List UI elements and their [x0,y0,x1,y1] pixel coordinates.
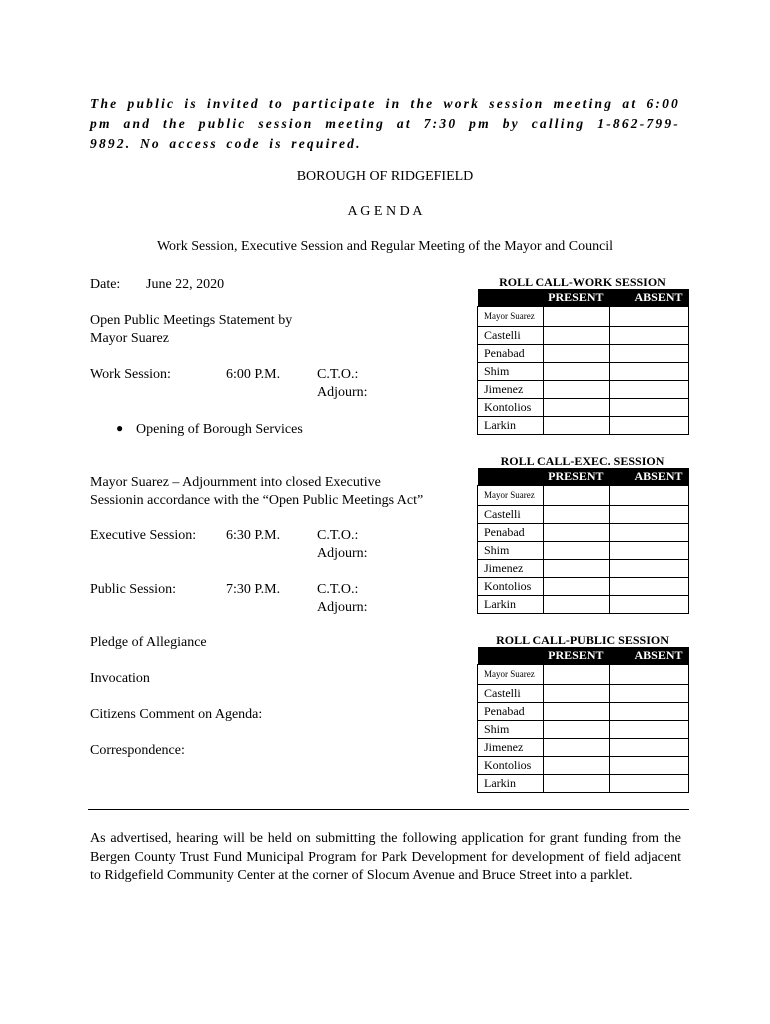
member-name: Penabad [478,703,544,721]
public-session-cto: C.T.O.: [317,582,359,597]
table-row [478,775,689,793]
table-row [478,381,689,399]
public-session-time: 7:30 P.M. [226,582,281,597]
present-cell [544,560,610,578]
work-session-cto: C.T.O.: [317,367,359,382]
absent-cell [610,739,689,757]
public-session-adjourn: Adjourn: [317,600,368,615]
table-row [478,560,689,578]
absent-cell [610,486,689,506]
roll-call-table [477,468,689,614]
table-row [478,486,689,506]
absent-cell [610,363,689,381]
exec-session-cto: C.T.O.: [317,528,359,543]
work-session-adjourn: Adjourn: [317,385,368,400]
access-notice: The public is invited to participate in the work session meeting at 6:00 pm and the public session meeting at 7:30 pm by calling 1-862-799-9892. No access code is required. [90,96,680,151]
date-value: June 22, 2020 [146,277,225,292]
absent-cell [610,307,689,327]
table-row [478,665,689,685]
divider [88,809,689,810]
roll-call-table [477,647,689,793]
present-cell [544,685,610,703]
present-header: PRESENT [544,647,610,665]
absent-cell [610,524,689,542]
absent-cell [610,345,689,363]
pledge-item: Pledge of Allegiance [90,635,207,650]
table-row [478,363,689,381]
roll-call-table [477,289,689,435]
public-session-label: Public Session: [90,582,176,597]
citizens-comment-item: Citizens Comment on Agenda: [90,707,263,722]
present-cell [544,578,610,596]
agenda-title: A G E N D A [347,204,423,219]
absent-cell [610,775,689,793]
bullet-item: Opening of Borough Services [136,422,303,437]
member-name: Castelli [478,506,544,524]
adjournment-line2: Sessionin accordance with the “Open Public Meetings Act” [90,493,424,508]
exec-session-time: 6:30 P.M. [226,528,281,543]
absent-cell [610,685,689,703]
member-name: Kontolios [478,757,544,775]
bullet-icon: ● [116,421,124,435]
present-cell [544,327,610,345]
member-name: Castelli [478,685,544,703]
roll-call-work [477,275,688,435]
absent-cell [610,596,689,614]
table-row [478,524,689,542]
roll-call-public [477,633,688,793]
absent-cell [610,560,689,578]
table-row [478,327,689,345]
present-cell [544,506,610,524]
present-cell [544,739,610,757]
absent-cell [610,381,689,399]
member-name: Jimenez [478,560,544,578]
absent-header: ABSENT [610,468,689,486]
member-name: Larkin [478,417,544,435]
meeting-subtitle: Work Session, Executive Session and Regular Meeting of the Mayor and Council [156,239,614,254]
table-row [478,345,689,363]
present-cell [544,721,610,739]
present-cell [544,757,610,775]
adjournment-line1: Mayor Suarez – Adjournment into closed Executive [90,475,381,490]
absent-cell [610,665,689,685]
present-cell [544,381,610,399]
member-name: Kontolios [478,578,544,596]
member-name: Shim [478,363,544,381]
exec-session-label: Executive Session: [90,528,197,543]
table-row [478,757,689,775]
opma-statement-line1: Open Public Meetings Statement by [90,313,293,328]
member-name: Shim [478,542,544,560]
table-row [478,578,689,596]
present-cell [544,524,610,542]
present-cell [544,665,610,685]
table-row [478,542,689,560]
absent-cell [610,417,689,435]
present-cell [544,542,610,560]
member-name: Penabad [478,345,544,363]
absent-cell [610,506,689,524]
member-name: Shim [478,721,544,739]
member-name: Larkin [478,775,544,793]
table-row [478,307,689,327]
absent-header: ABSENT [610,289,689,307]
table-row [478,739,689,757]
absent-cell [610,721,689,739]
present-cell [544,417,610,435]
member-name: Larkin [478,596,544,614]
date-label: Date: [90,277,121,292]
opma-statement-line2: Mayor Suarez [90,331,169,346]
present-header: PRESENT [544,289,610,307]
absent-cell [610,327,689,345]
roll-call-exec [477,454,688,614]
present-cell [544,703,610,721]
table-row [478,399,689,417]
member-name: Mayor Suarez [478,665,544,685]
exec-session-adjourn: Adjourn: [317,546,368,561]
table-row [478,703,689,721]
present-cell [544,363,610,381]
present-cell [544,307,610,327]
invocation-item: Invocation [90,671,150,686]
absent-cell [610,399,689,417]
roll-call-title: ROLL CALL-EXEC. SESSION [500,454,665,468]
member-name: Jimenez [478,381,544,399]
present-cell [544,596,610,614]
work-session-label: Work Session: [90,367,171,382]
member-name: Castelli [478,327,544,345]
table-row [478,506,689,524]
absent-cell [610,542,689,560]
absent-cell [610,757,689,775]
member-name: Mayor Suarez [478,486,544,506]
member-name: Kontolios [478,399,544,417]
absent-cell [610,578,689,596]
member-name: Penabad [478,524,544,542]
roll-call-title: ROLL CALL-PUBLIC SESSION [496,633,669,647]
absent-cell [610,703,689,721]
present-cell [544,399,610,417]
work-session-time: 6:00 P.M. [226,367,281,382]
grant-hearing-paragraph: As advertised, hearing will be held on submitting the following application for grant funding from the Bergen County Trust Fund Municipal Program for Park Development for development of field adjacent to Ridgefield Community Center at the corner of Slocum Avenue and Bruce Street into a parklet. [90,831,681,883]
member-name: Jimenez [478,739,544,757]
present-cell [544,345,610,363]
table-row [478,685,689,703]
borough-title: BOROUGH OF RIDGEFIELD [296,169,474,184]
table-row [478,721,689,739]
roll-call-title: ROLL CALL-WORK SESSION [499,275,666,289]
correspondence-item: Correspondence: [90,743,185,758]
present-cell [544,486,610,506]
table-row [478,417,689,435]
present-header: PRESENT [544,468,610,486]
table-row [478,596,689,614]
absent-header: ABSENT [610,647,689,665]
present-cell [544,775,610,793]
member-name: Mayor Suarez [478,307,544,327]
